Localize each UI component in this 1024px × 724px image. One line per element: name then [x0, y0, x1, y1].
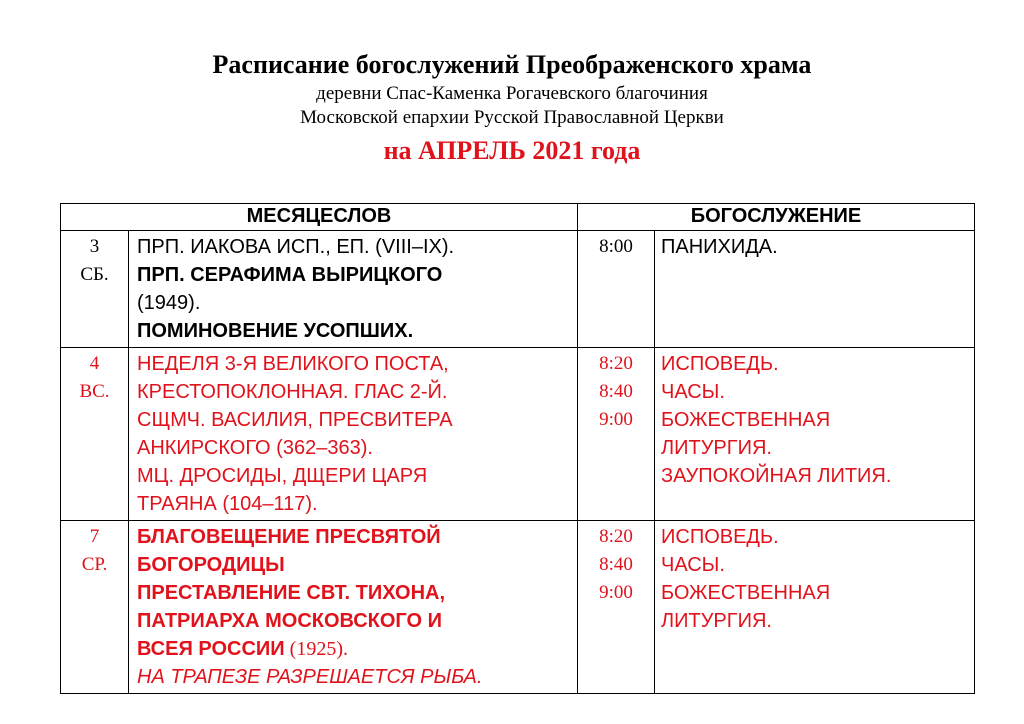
service-cell [655, 348, 975, 521]
calendar-cell [129, 521, 578, 694]
service-time: 8:20 [599, 526, 633, 547]
subtitle-village: деревни Спас-Каменка Рогачевского благочиния [316, 83, 708, 104]
calendar-line: АНКИРСКОГО (362–363). [137, 437, 373, 459]
schedule-table [60, 203, 975, 694]
time-cell [578, 231, 655, 348]
calendar-line: ПРП. СЕРАФИМА ВЫРИЦКОГО [137, 264, 443, 286]
month-heading: на АПРЕЛЬ 2021 года [383, 136, 641, 165]
calendar-line: БОГОРОДИЦЫ [137, 554, 285, 576]
service-name: ПАНИХИДА. [661, 236, 778, 258]
service-time: 8:40 [599, 554, 633, 575]
service-time: 8:40 [599, 381, 633, 402]
service-cell [655, 231, 975, 348]
day-number: 7 [89, 526, 100, 547]
date-cell [61, 348, 129, 521]
service-time: 9:00 [599, 582, 633, 603]
document-header [0, 48, 1024, 168]
column-header-calendar: МЕСЯЦЕСЛОВ [61, 204, 578, 231]
time-cell [578, 521, 655, 694]
calendar-line: СЩМЧ. ВАСИЛИЯ, ПРЕСВИТЕРА [137, 409, 453, 431]
service-name: ЧАСЫ. [661, 554, 725, 576]
service-name: БОЖЕСТВЕННАЯ [661, 409, 831, 431]
calendar-line: ПАТРИАРХА МОСКОВСКОГО И [137, 610, 442, 632]
day-number: 4 [89, 353, 100, 374]
date-cell [61, 521, 129, 694]
calendar-line: ПРЕСТАВЛЕНИЕ СВТ. ТИХОНА, [137, 582, 446, 604]
service-name: ИСПОВЕДЬ. [661, 526, 779, 548]
table-row [61, 348, 975, 521]
service-name: ИСПОВЕДЬ. [661, 353, 779, 375]
weekday: СБ. [80, 264, 109, 285]
service-name: ЛИТУРГИЯ. [661, 610, 772, 632]
service-time: 8:20 [599, 353, 633, 374]
weekday: СР. [81, 554, 108, 575]
calendar-line: БЛАГОВЕЩЕНИЕ ПРЕСВЯТОЙ [137, 526, 441, 548]
calendar-line: КРЕСТОПОКЛОННАЯ. ГЛАС 2-Й. [137, 381, 448, 403]
calendar-line [137, 635, 571, 663]
service-name: ЧАСЫ. [661, 381, 725, 403]
calendar-line-year: (1925). [284, 638, 348, 660]
service-name: ЛИТУРГИЯ. [661, 437, 772, 459]
table-row [61, 521, 975, 694]
service-time: 9:00 [599, 409, 633, 430]
calendar-line: (1949). [137, 292, 201, 314]
page-title: Расписание богослужений Преображенского храма [212, 50, 812, 79]
table-header-row [61, 204, 975, 231]
calendar-line: ПРП. ИАКОВА ИСП., ЕП. (VIII–IX). [137, 236, 455, 258]
calendar-cell [129, 231, 578, 348]
calendar-line: ТРАЯНА (104–117). [137, 493, 318, 515]
date-cell [61, 231, 129, 348]
table-row [61, 231, 975, 348]
weekday: ВС. [79, 381, 110, 402]
service-name: БОЖЕСТВЕННАЯ [661, 582, 831, 604]
calendar-line: НЕДЕЛЯ 3-Я ВЕЛИКОГО ПОСТА, [137, 353, 449, 375]
calendar-cell [129, 348, 578, 521]
fasting-note: НА ТРАПЕЗЕ РАЗРЕШАЕТСЯ РЫБА. [137, 666, 483, 688]
day-number: 3 [89, 236, 100, 257]
subtitle-diocese: Московской епархии Русской Православной Церкви [300, 107, 724, 128]
service-time: 8:00 [599, 236, 633, 257]
calendar-line: МЦ. ДРОСИДЫ, ДЩЕРИ ЦАРЯ [137, 465, 428, 487]
service-cell [655, 521, 975, 694]
calendar-line: ПОМИНОВЕНИЕ УСОПШИХ. [137, 320, 414, 342]
column-header-service: БОГОСЛУЖЕНИЕ [578, 204, 975, 231]
service-name: ЗАУПОКОЙНАЯ ЛИТИЯ. [661, 465, 892, 487]
time-cell [578, 348, 655, 521]
calendar-line-bold: ВСЕЯ РОССИИ [137, 638, 285, 660]
